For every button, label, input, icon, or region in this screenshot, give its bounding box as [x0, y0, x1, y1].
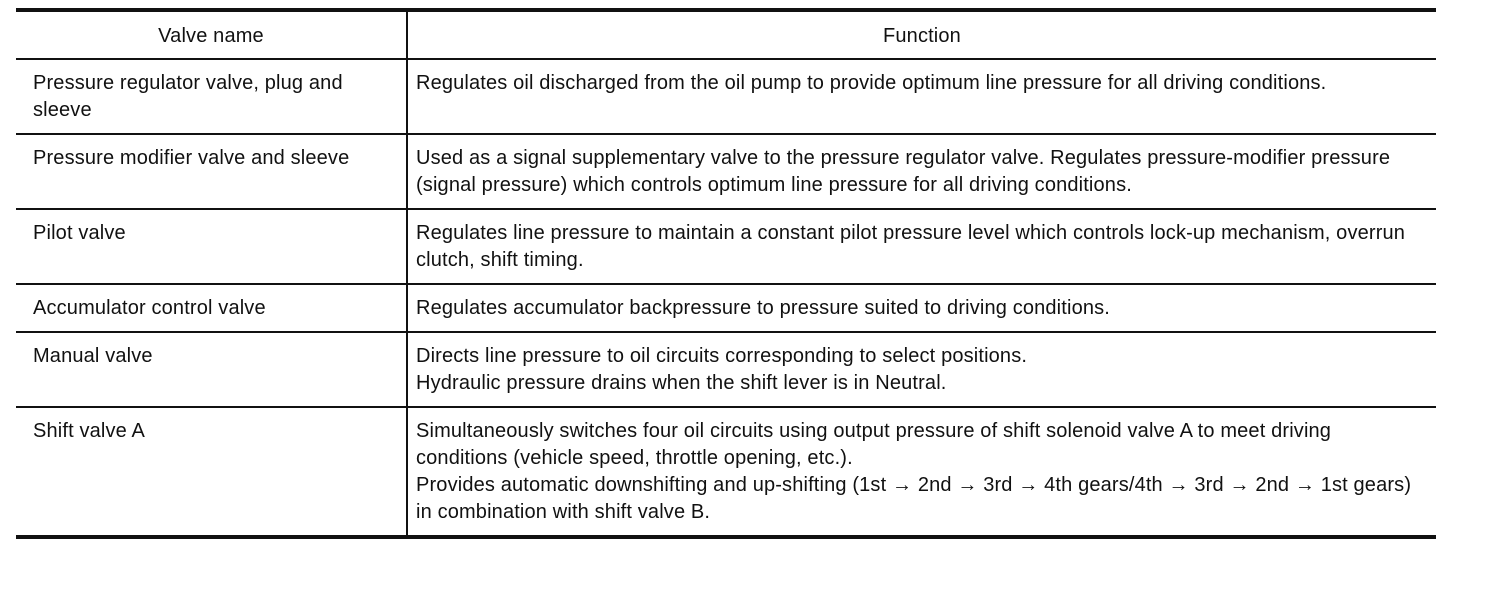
table-row	[16, 59, 1436, 134]
table-body	[16, 59, 1436, 537]
function-text: Regulates line pressure to maintain a constant pilot pressure level which controls lock-up mechanism, overrun clutch, shift timing.	[416, 222, 1406, 271]
function-cell	[407, 209, 1436, 284]
table-header	[16, 10, 1436, 59]
header-row	[16, 10, 1436, 59]
function-text: Regulates accumulator backpressure to pressure suited to driving conditions.	[416, 297, 1110, 319]
function-text: Provides automatic downshifting and up-shifting (1st → 2nd → 3rd → 4th gears/4th → 3rd → 2nd → 1st gears) in combination with shift valve B.	[416, 474, 1412, 523]
function-text: Used as a signal supplementary valve to the pressure regulator valve. Regulates pressure-modifier pressure (signal pressure) which controls optimum line pressure for all driving conditions.	[416, 147, 1391, 196]
table-row	[16, 209, 1436, 284]
table-row	[16, 134, 1436, 209]
function-text: Hydraulic pressure drains when the shift lever is in Neutral.	[416, 372, 947, 394]
function-text: Directs line pressure to oil circuits corresponding to select positions.	[416, 345, 1028, 367]
valve-name-cell: Pilot valve	[16, 209, 407, 284]
function-cell	[407, 59, 1436, 134]
table-row	[16, 407, 1436, 537]
valve-name-cell: Pressure modifier valve and sleeve	[16, 134, 407, 209]
function-text: Simultaneously switches four oil circuits using output pressure of shift solenoid valve A to meet driving conditions (vehicle speed, throttle opening, etc.).	[416, 420, 1332, 469]
header-function: Function	[883, 25, 961, 47]
table-row	[16, 284, 1436, 332]
function-cell	[407, 407, 1436, 537]
valve-name-cell: Shift valve A	[16, 407, 407, 537]
valve-name-cell: Manual valve	[16, 332, 407, 407]
valve-name-cell: Accumulator control valve	[16, 284, 407, 332]
function-text: Regulates oil discharged from the oil pump to provide optimum line pressure for all driving conditions.	[416, 72, 1327, 94]
valve-name-cell: Pressure regulator valve, plug and sleeve	[16, 59, 407, 134]
function-cell	[407, 284, 1436, 332]
header-valve-name: Valve name	[16, 10, 407, 59]
function-cell	[407, 134, 1436, 209]
valve-function-table	[16, 8, 1436, 539]
valve-function-table-container	[16, 8, 1436, 539]
function-cell	[407, 332, 1436, 407]
table-row	[16, 332, 1436, 407]
